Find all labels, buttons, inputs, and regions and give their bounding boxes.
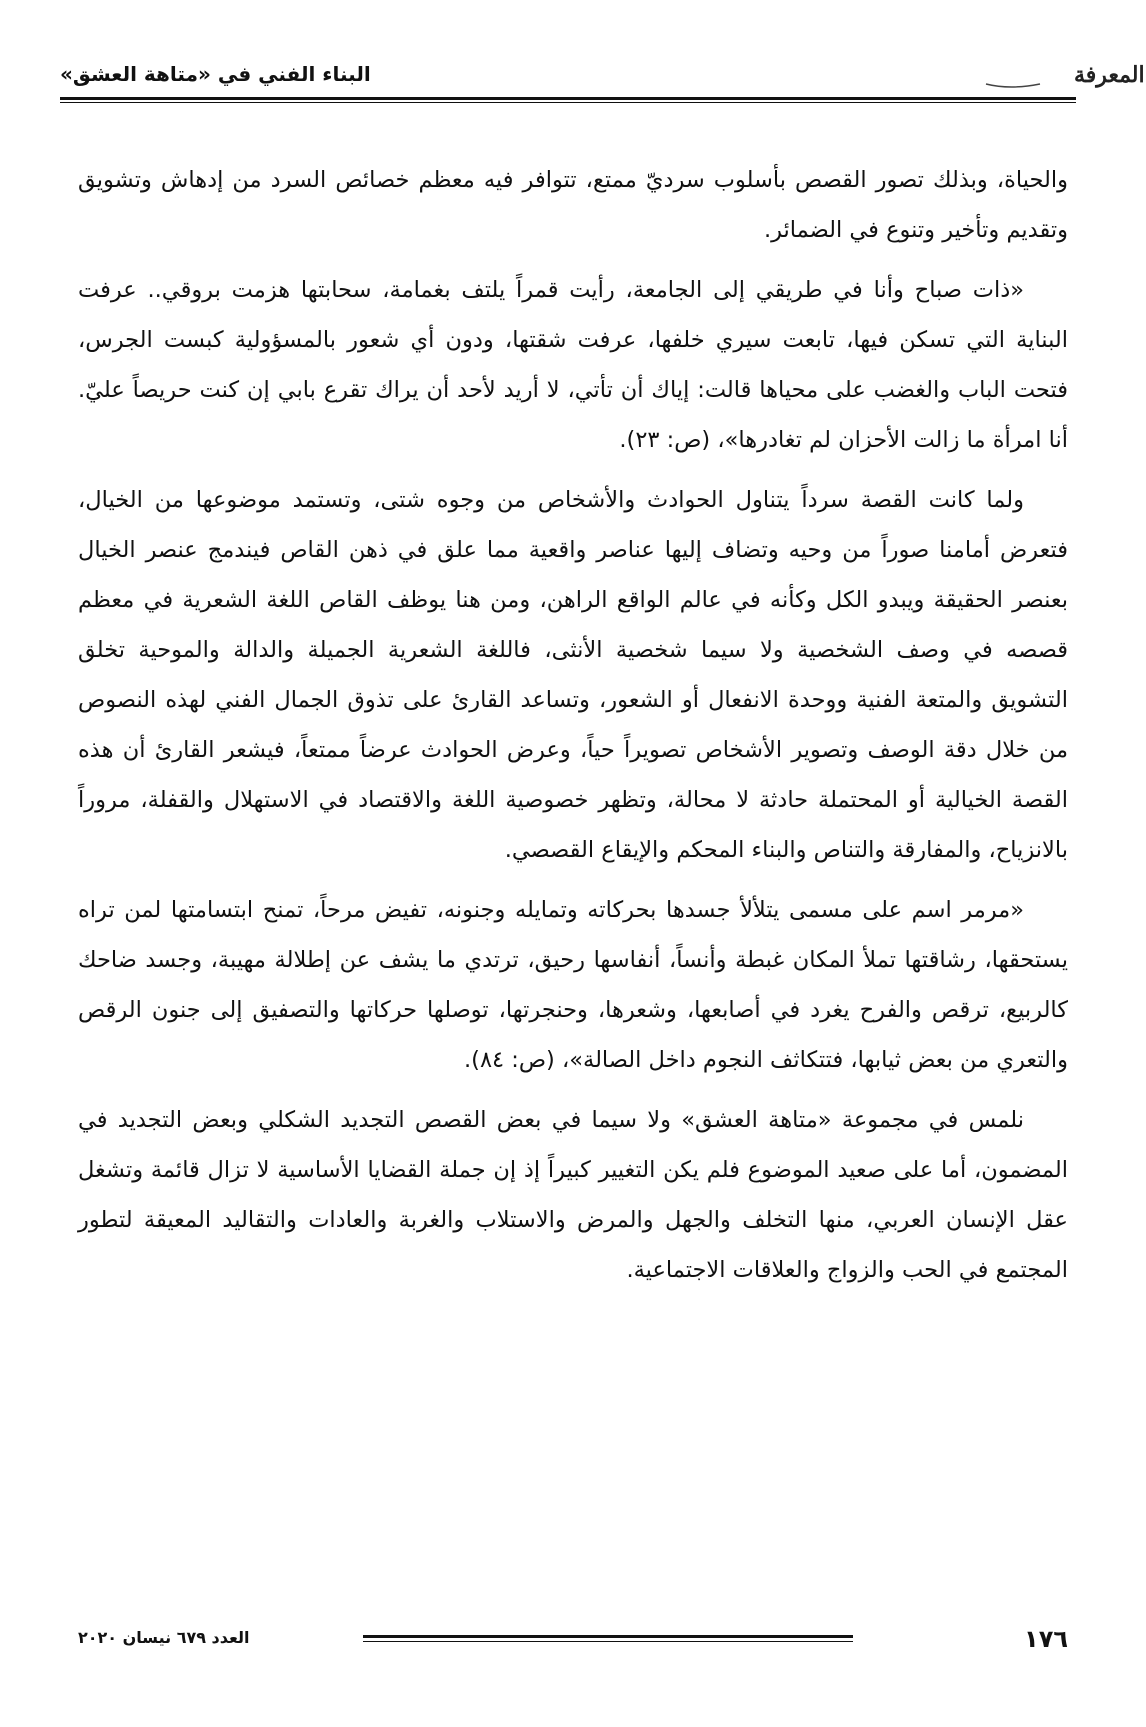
logo-text: المعرفة <box>1074 62 1145 88</box>
header-divider <box>60 97 1076 103</box>
quote-2: «مرمر اسم على مسمى يتلألأ جسدها بحركاته وتمايله وجنونه، تفيض مرحاً، تمنح ابتسامتها لمن تراه يستحقها، رشاقتها تملأ المكان غبطة وأنساً، أنفاسها رحيق، ترتدي ما يشف عن إطلالة مهيبة، وجسد ضاحك كالربيع، ترقص والفرح يغرد في أصابعها، وشعرها، وحنجرتها، توصلها حركاتها والتصفيق إلى جنون الرقص والتعري من بعض ثيابها، فتتكاثف النجوم داخل الصالة»، (ص: ٨٤). <box>78 897 1068 1073</box>
paragraph-2: ولما كانت القصة سرداً يتناول الحوادث والأشخاص من وجوه شتى، وتستمد موضوعها من الخيال، فتعرض أمامنا صوراً من وحيه وتضاف إليها عناصر واقعية مما علق في ذهن القاص فيندمج عنصر الخيال بعنصر الحقيقة ويبدو الكل وكأنه في عالم الواقع الراهن، ومن هنا يوظف القاص اللغة الشعرية في معظم قصصه في وصف الشخصية ولا سيما شخصية الأنثى، فاللغة الشعرية الجميلة والدالة والموحية تخلق التشويق والمتعة الفنية ووحدة الانفعال أو الشعور، وتساعد القارئ على تذوق الجمال الفني لهذه النصوص من خلال دقة الوصف وتصوير الأشخاص تصويراً حياً، وعرض الحوادث عرضاً ممتعاً، فيشعر القارئ أن هذه القصة الخيالية أو المحتملة حادثة لا محالة، وتظهر خصوصية اللغة والاقتصاد في الاستهلال والقفلة، مروراً بالانزياح، والمفارقة والتناص والبناء المحكم والإيقاع القصصي. <box>78 487 1068 863</box>
footer-divider <box>363 1635 853 1642</box>
magazine-logo-icon <box>980 54 1145 94</box>
issue-info: العدد ٦٧٩ نيسان ٢٠٢٠ <box>78 1628 250 1647</box>
paragraph-3: نلمس في مجموعة «متاهة العشق» ولا سيما في بعض القصص التجديد الشكلي وبعض التجديد في المضمون، أما على صعيد الموضوع فلم يكن التغيير كبيراً إذ إن جملة القضايا الأساسية لا تزال قائمة وتشغل عقل الإنسان العربي، منها التخلف والجهل والمرض والاستلاب والغربة والعادات والتقاليد المعيقة لتطور المجتمع في الحب والزواج والعلاقات الاجتماعية. <box>78 1107 1068 1283</box>
paragraph-1: والحياة، وبذلك تصور القصص بأسلوب سرديّ ممتع، تتوافر فيه معظم خصائص السرد من إدهاش وتشويق وتقديم وتأخير وتنوع في الضمائر. <box>78 167 1068 243</box>
running-title: البناء الفني في «متاهة العشق» <box>60 62 371 86</box>
body-text <box>78 155 1068 1305</box>
quote-1: «ذات صباح وأنا في طريقي إلى الجامعة، رأيت قمراً يلتف بغمامة، سحابتها هزمت بروقي.. عرفت البناية التي تسكن فيها، تابعت سيري خلفها، عرفت شقتها، ودون أي شعور بالمسؤولية كبست الجرس، فتحت الباب والغضب على محياها قالت: إياك أن تأتي، لا أريد لأحد أن يراك تقرع بابي إن كنت حريصاً عليّ. أنا امرأة ما زالت الأحزان لم تغادرها»، (ص: ٢٣). <box>78 277 1068 453</box>
magazine-logo <box>980 52 1145 96</box>
page-header <box>60 52 1145 100</box>
page-number: ١٧٦ <box>1024 1625 1068 1653</box>
page-footer <box>78 1625 1068 1665</box>
